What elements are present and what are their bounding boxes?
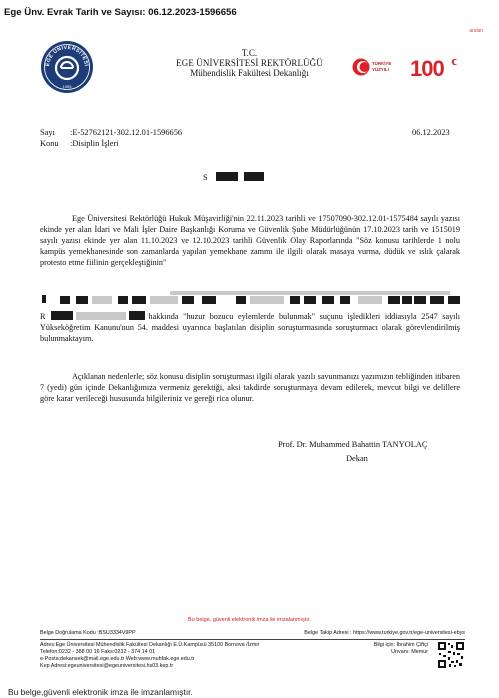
- footer-divider: [40, 639, 465, 640]
- redacted-name-2: [244, 172, 264, 181]
- document-number-banner: Ege Ünv. Evrak Tarih ve Sayısı: 06.12.2023-1596656: [4, 7, 237, 18]
- contact-name: Bilgi için: İbrahim Çiftçi: [373, 642, 428, 648]
- addressee: [203, 172, 264, 182]
- paragraph-2: [40, 311, 460, 344]
- konu-value: :Disiplin İşleri: [70, 139, 119, 148]
- signatory-name: Prof. Dr. Muhammed Bahattin TANYOLAÇ: [278, 440, 428, 449]
- yuzyili-text: YÜZYILI: [372, 67, 389, 72]
- contact-title: Unvanı: Memur: [391, 649, 428, 655]
- corner-note: arslan: [469, 28, 483, 34]
- header-faculty: Mühendislik Fakültesi Dekanlığı: [190, 68, 309, 78]
- hundred-year-logo: [408, 52, 462, 82]
- paragraph-2-start: R: [40, 312, 46, 321]
- hundred-text: 100: [410, 56, 444, 81]
- addressee-initial: S: [203, 173, 208, 182]
- footer-email: e-Posta:dekansek@mail.ege.edu.tr Web:www.muhfak.ege.edu.tr: [40, 656, 195, 662]
- verification-code: Belge Doğrulama Kodu :BSU3334V9PP: [40, 630, 136, 636]
- turkiye-text: TÜRKİYE: [372, 61, 392, 66]
- redacted-region: [40, 291, 460, 313]
- paragraph-3: [40, 371, 460, 404]
- paragraph-1-text: Ege Üniversitesi Rektörlüğü Hukuk Müşavirliği'nin 22.11.2023 tarihli ve 17507090-302.12.01-1575484 sayılı yazısı ekinde yer alan İdari ve Mali İşler Daire Başkanlığı Koruma ve Güvenlik Şube Müdürlüğünün 17.10.2023 tarih ve 1515019 sayılı yazısı ekinde yer alan 11.10.2023 ve 12.10.2023 tarihli Güvenlik Olay Raporlarında "Söz konusu tarihlerde 1 nolu kampüs yemekhanesinde son zamanlarda yapılan yemekhane zammı ile ilgili olarak masaya vurma, düdük ve ıslık çalarak protesto: [40, 214, 460, 267]
- signatory-title: Dekan: [346, 454, 368, 463]
- footer-contact-person: [358, 642, 428, 656]
- paragraph-2-text: hakkında "huzur bozucu eylemlerde bulunmak" suçunu işledikleri iddiasıyla 2547 sayılı Yükseköğretim Kanunu'nun 54. maddesi uyarınca başlatılan disiplin soruşturmasında soruşturmacı olarak görevlendirilmiş bulunmaktayım.: [40, 312, 460, 343]
- document-date: 06.12.2023: [412, 128, 450, 137]
- paragraph-1: [40, 213, 460, 268]
- footer-address: Adres:Ege Üniversitesi Mühendislik Fakültesi Dekanlığı E.Ü.Kampüsü 35100 Bornova /İzmir: [40, 642, 260, 648]
- header-rectorate: EGE ÜNİVERSİTESİ REKTÖRLÜĞÜ: [176, 58, 323, 68]
- tracking-address-link[interactable]: Belge Takip Adresi : https://www.turkiye.gov.tr/ege-universitesi-ebys: [304, 630, 465, 636]
- qr-code-icon: [438, 642, 464, 668]
- paragraph-3-text: Açıklanan nedenlerle; söz konusu disiplin soruşturması ilgili olarak yazılı savunmanızı yazımızın tebliğinden itibaren 7 (yedi) gün içinde Dekanlığımıza vermeniz gerektiği, aksi takdirde soruşturmaya devam edilerek, mevcut bilgi ve delillere göre karar verileceği hususunda bilgileriniz ve gereği rica olunur.: [40, 372, 460, 403]
- footer-kep: Kep Adresi:egeuniversitesi@egeuniversitesi.hs03.kep.tr: [40, 663, 174, 669]
- header-tc: T.C.: [241, 48, 258, 58]
- paragraph-1-cut-text: etme fiilinin gerçekleştiğinin": [68, 258, 167, 267]
- turkiye-yuzyili-logo: [352, 52, 394, 82]
- sayi-value: :E-52762121-302.12.01-1596656: [70, 128, 183, 137]
- logo-ege-text: EGE ÜNİVERSİTESİ: [44, 44, 90, 67]
- footer-contact: [40, 642, 300, 670]
- konu-label: Konu: [40, 139, 59, 148]
- redacted-name-1: [216, 172, 238, 181]
- logo-ege-year: 1955: [62, 84, 72, 89]
- bottom-esign-banner: Bu belge,güvenli elektronik imza ile imzanlamıştır.: [8, 687, 193, 697]
- esign-note: Bu belge, güvenli elektronik imza ile imzalanmıştır.: [188, 617, 311, 623]
- footer-phone: Telefon:0232 - 388 00 16 Faks:0232 - 374 14 01: [40, 649, 156, 655]
- sayi-label: Sayı: [40, 128, 55, 137]
